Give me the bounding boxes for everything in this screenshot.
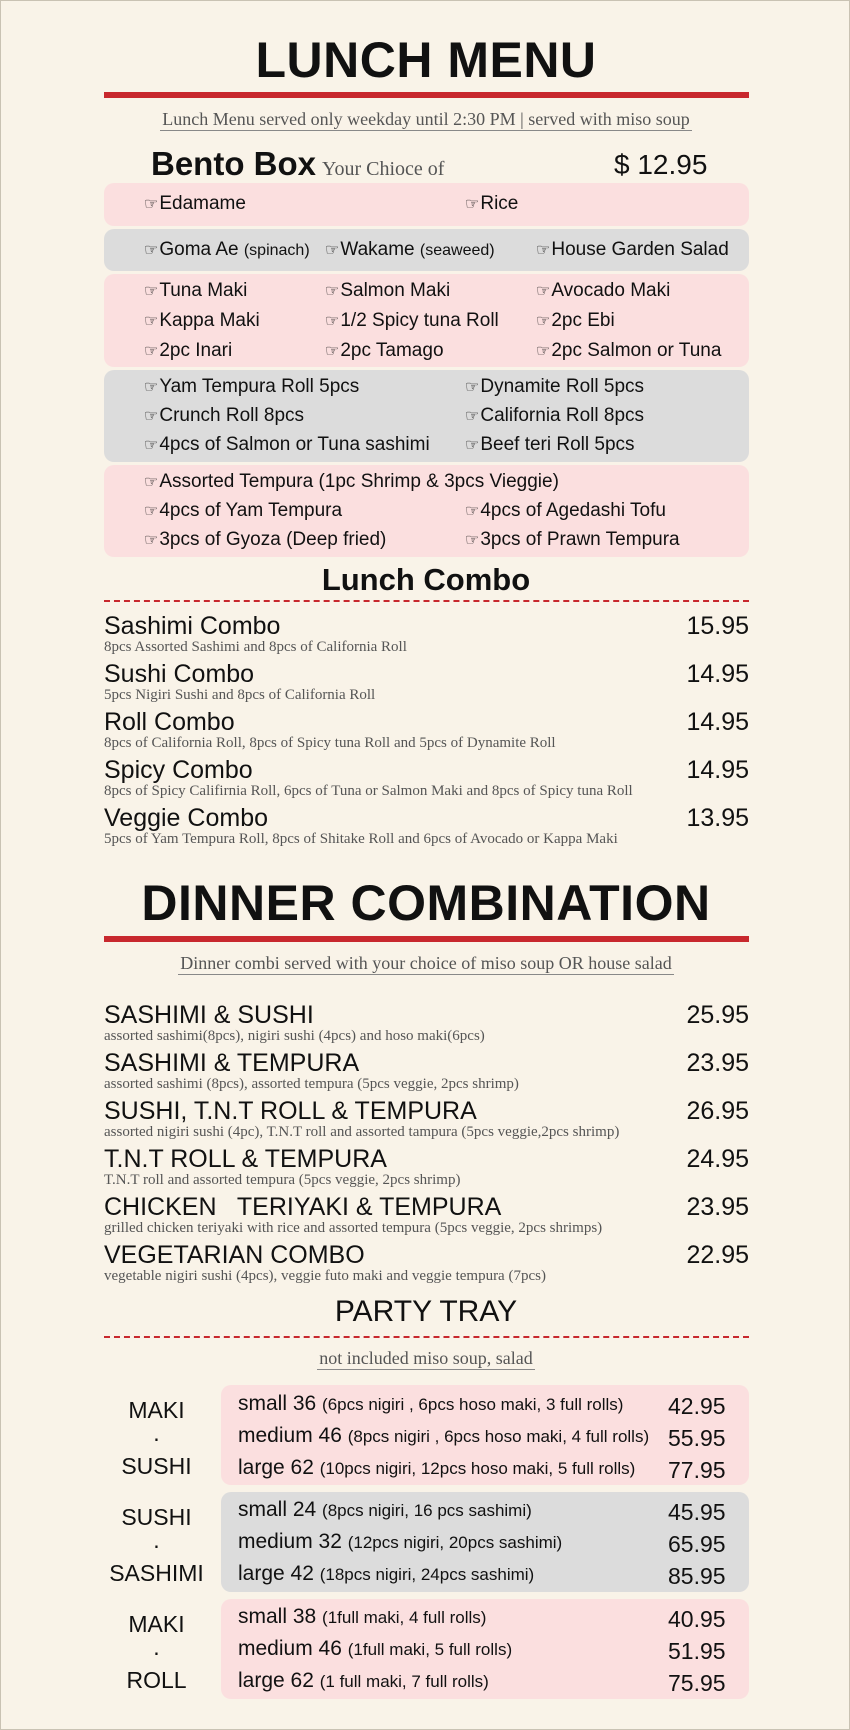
- combo-name: SUSHI, T.N.T ROLL & TEMPURA: [104, 1097, 477, 1125]
- pointing-hand-icon: ☞: [536, 283, 551, 300]
- pointing-hand-icon: ☞: [144, 408, 159, 425]
- pointing-hand-icon: ☞: [144, 313, 159, 330]
- pointing-hand-icon: ☞: [144, 437, 159, 454]
- bento-item: ☞Assorted Tempura (1pc Shrimp & 3pcs Vieggie): [144, 471, 559, 492]
- combo-price: 24.95: [686, 1145, 749, 1173]
- tray-price: 85.95: [668, 1563, 726, 1589]
- combo-description: 5pcs of Yam Tempura Roll, 8pcs of Shitake Roll and 6pcs of Avocado or Kappa Maki: [104, 831, 618, 847]
- combo-name: Spicy Combo: [104, 756, 253, 784]
- bento-group-rolls: [104, 370, 749, 462]
- combo-description: assorted nigiri sushi (4pc), T.N.T roll and assorted tampura (5pcs veggie,2pcs shrimp): [104, 1124, 620, 1140]
- combo-description: 8pcs Assorted Sashimi and 8pcs of California Roll: [104, 639, 407, 655]
- lunch-title-underline: [104, 92, 749, 98]
- combo-description: assorted sashimi (8pcs), assorted tempura (5pcs veggie, 2pcs shrimp): [104, 1076, 519, 1092]
- pointing-hand-icon: ☞: [465, 437, 480, 454]
- bento-item: ☞4pcs of Salmon or Tuna sashimi: [144, 434, 430, 455]
- tray-group-label: SUSHI · SASHIMI: [109, 1504, 204, 1586]
- combo-name: Roll Combo: [104, 708, 235, 736]
- tray-price: 40.95: [668, 1606, 726, 1632]
- pointing-hand-icon: ☞: [144, 242, 159, 259]
- bento-item: ☞1/2 Spicy tuna Roll: [325, 310, 499, 331]
- combo-description: vegetable nigiri sushi (4pcs), veggie futo maki and veggie tempura (7pcs): [104, 1268, 546, 1284]
- combo-price: 26.95: [686, 1097, 749, 1125]
- bento-box-title: Bento Box Your Chioce of: [151, 145, 445, 182]
- pointing-hand-icon: ☞: [144, 196, 159, 213]
- combo-price: 14.95: [686, 708, 749, 736]
- tray-size-line: medium 46 (1full maki, 5 full rolls): [238, 1637, 513, 1660]
- lunch-combo-title: Lunch Combo: [321, 562, 531, 597]
- bento-item: ☞Beef teri Roll 5pcs: [465, 434, 635, 455]
- tray-size-line: medium 46 (8pcs nigiri , 6pcs hoso maki, 4 full rolls): [238, 1424, 650, 1447]
- combo-name: Veggie Combo: [104, 804, 269, 832]
- combo-price: 23.95: [686, 1193, 749, 1221]
- combo-name: VEGETARIAN COMBO: [104, 1241, 365, 1269]
- bento-item: ☞House Garden Salad: [536, 239, 729, 260]
- lunch-combo-divider: [104, 600, 749, 602]
- bento-group-maki: [104, 274, 749, 367]
- bento-item: ☞Avocado Maki: [536, 280, 671, 301]
- pointing-hand-icon: ☞: [144, 532, 159, 549]
- bento-item: ☞Crunch Roll 8pcs: [144, 405, 305, 426]
- pointing-hand-icon: ☞: [325, 283, 340, 300]
- tray-size-line: large 62 (1 full maki, 7 full rolls): [238, 1669, 489, 1692]
- combo-description: 8pcs of California Roll, 8pcs of Spicy tuna Roll and 5pcs of Dynamite Roll: [104, 735, 556, 751]
- tray-size-line: large 42 (18pcs nigiri, 24pcs sashimi): [238, 1562, 535, 1585]
- tray-price: 42.95: [668, 1393, 726, 1419]
- combo-price: 25.95: [686, 1001, 749, 1029]
- bento-item: ☞2pc Tamago: [325, 340, 444, 361]
- pointing-hand-icon: ☞: [536, 343, 551, 360]
- party-tray-divider: [104, 1336, 749, 1338]
- bento-item: ☞4pcs of Agedashi Tofu: [465, 500, 666, 521]
- bento-group-staples: [104, 183, 749, 226]
- bento-item: ☞Tuna Maki: [144, 280, 248, 301]
- dinner-subtitle: Dinner combi served with your choice of miso soup OR house salad: [180, 953, 672, 973]
- combo-description: 8pcs of Spicy Califirnia Roll, 6pcs of Tuna or Salmon Maki and 8pcs of Spicy tuna Roll: [104, 783, 633, 799]
- bento-item: ☞2pc Ebi: [536, 310, 615, 331]
- pointing-hand-icon: ☞: [144, 343, 159, 360]
- party-tray-subtitle: not included miso soup, salad: [319, 1348, 533, 1368]
- tray-group-label: MAKI · ROLL: [126, 1611, 187, 1693]
- combo-name: Sushi Combo: [104, 660, 255, 688]
- bento-group-tempura: [104, 465, 749, 557]
- combo-name: CHICKEN TERIYAKI & TEMPURA: [104, 1193, 502, 1221]
- pointing-hand-icon: ☞: [465, 196, 480, 213]
- pointing-hand-icon: ☞: [465, 379, 480, 396]
- tray-price: 77.95: [668, 1457, 726, 1483]
- bento-item: ☞Kappa Maki: [144, 310, 260, 331]
- bento-group-sides: [104, 229, 749, 271]
- bento-item: ☞3pcs of Gyoza (Deep fried): [144, 529, 387, 550]
- tray-size-line: small 36 (6pcs nigiri , 6pcs hoso maki, 3 full rolls): [238, 1392, 624, 1415]
- combo-price: 22.95: [686, 1241, 749, 1269]
- combo-description: T.N.T roll and assorted tempura (5pcs veggie, 2pcs shrimp): [104, 1172, 461, 1188]
- bento-item: ☞Rice: [465, 193, 519, 214]
- tray-size-line: medium 32 (12pcs nigiri, 20pcs sashimi): [238, 1530, 563, 1553]
- combo-name: SASHIMI & SUSHI: [104, 1001, 314, 1029]
- combo-name: T.N.T ROLL & TEMPURA: [104, 1145, 387, 1173]
- bento-item: ☞Dynamite Roll 5pcs: [465, 376, 645, 397]
- bento-item: ☞Yam Tempura Roll 5pcs: [144, 376, 360, 397]
- combo-description: grilled chicken teriyaki with rice and assorted tempura (5pcs veggie, 2pcs shrimps): [104, 1220, 603, 1236]
- dinner-title-underline: [104, 936, 749, 942]
- lunch-menu-title: LUNCH MENU: [255, 32, 597, 88]
- lunch-subtitle: Lunch Menu served only weekday until 2:30 PM | served with miso soup: [162, 109, 690, 129]
- pointing-hand-icon: ☞: [144, 283, 159, 300]
- bento-item: ☞4pcs of Yam Tempura: [144, 500, 343, 521]
- pointing-hand-icon: ☞: [325, 313, 340, 330]
- pointing-hand-icon: ☞: [465, 503, 480, 520]
- tray-price: 51.95: [668, 1638, 726, 1664]
- tray-group-label: MAKI · SUSHI: [121, 1397, 192, 1479]
- tray-size-line: small 38 (1full maki, 4 full rolls): [238, 1605, 487, 1628]
- bento-item: ☞Edamame: [144, 193, 246, 214]
- pointing-hand-icon: ☞: [465, 532, 480, 549]
- pointing-hand-icon: ☞: [465, 408, 480, 425]
- pointing-hand-icon: ☞: [144, 379, 159, 396]
- pointing-hand-icon: ☞: [325, 242, 340, 259]
- bento-item: ☞3pcs of Prawn Tempura: [465, 529, 680, 550]
- pointing-hand-icon: ☞: [536, 242, 551, 259]
- combo-price: 14.95: [686, 756, 749, 784]
- bento-box-price: $ 12.95: [614, 149, 708, 180]
- combo-price: 23.95: [686, 1049, 749, 1077]
- combo-price: 15.95: [686, 612, 749, 640]
- combo-description: assorted sashimi(8pcs), nigiri sushi (4pcs) and hoso maki(6pcs): [104, 1028, 485, 1044]
- bento-item: ☞Wakame (seaweed): [325, 239, 495, 260]
- combo-price: 13.95: [686, 804, 749, 832]
- pointing-hand-icon: ☞: [144, 474, 159, 491]
- combo-description: 5pcs Nigiri Sushi and 8pcs of California Roll: [104, 687, 376, 703]
- party-tray-title: PARTY TRAY: [334, 1295, 518, 1328]
- combo-name: Sashimi Combo: [104, 612, 281, 640]
- combo-name: SASHIMI & TEMPURA: [104, 1049, 360, 1077]
- dinner-title: DINNER COMBINATION: [141, 875, 711, 931]
- bento-item: ☞2pc Salmon or Tuna: [536, 340, 722, 361]
- bento-item: ☞Salmon Maki: [325, 280, 451, 301]
- tray-size-line: large 62 (10pcs nigiri, 12pcs hoso maki, 5 full rolls): [238, 1456, 636, 1479]
- bento-item: ☞Goma Ae (spinach): [144, 239, 310, 260]
- tray-price: 55.95: [668, 1425, 726, 1451]
- tray-price: 75.95: [668, 1670, 726, 1696]
- bento-item: ☞California Roll 8pcs: [465, 405, 645, 426]
- bento-box-subtitle: Your Chioce of: [322, 158, 445, 180]
- tray-price: 65.95: [668, 1531, 726, 1557]
- pointing-hand-icon: ☞: [325, 343, 340, 360]
- bento-item: ☞2pc Inari: [144, 340, 233, 361]
- tray-price: 45.95: [668, 1499, 726, 1525]
- pointing-hand-icon: ☞: [144, 503, 159, 520]
- tray-size-line: small 24 (8pcs nigiri, 16 pcs sashimi): [238, 1498, 532, 1521]
- combo-price: 14.95: [686, 660, 749, 688]
- pointing-hand-icon: ☞: [536, 313, 551, 330]
